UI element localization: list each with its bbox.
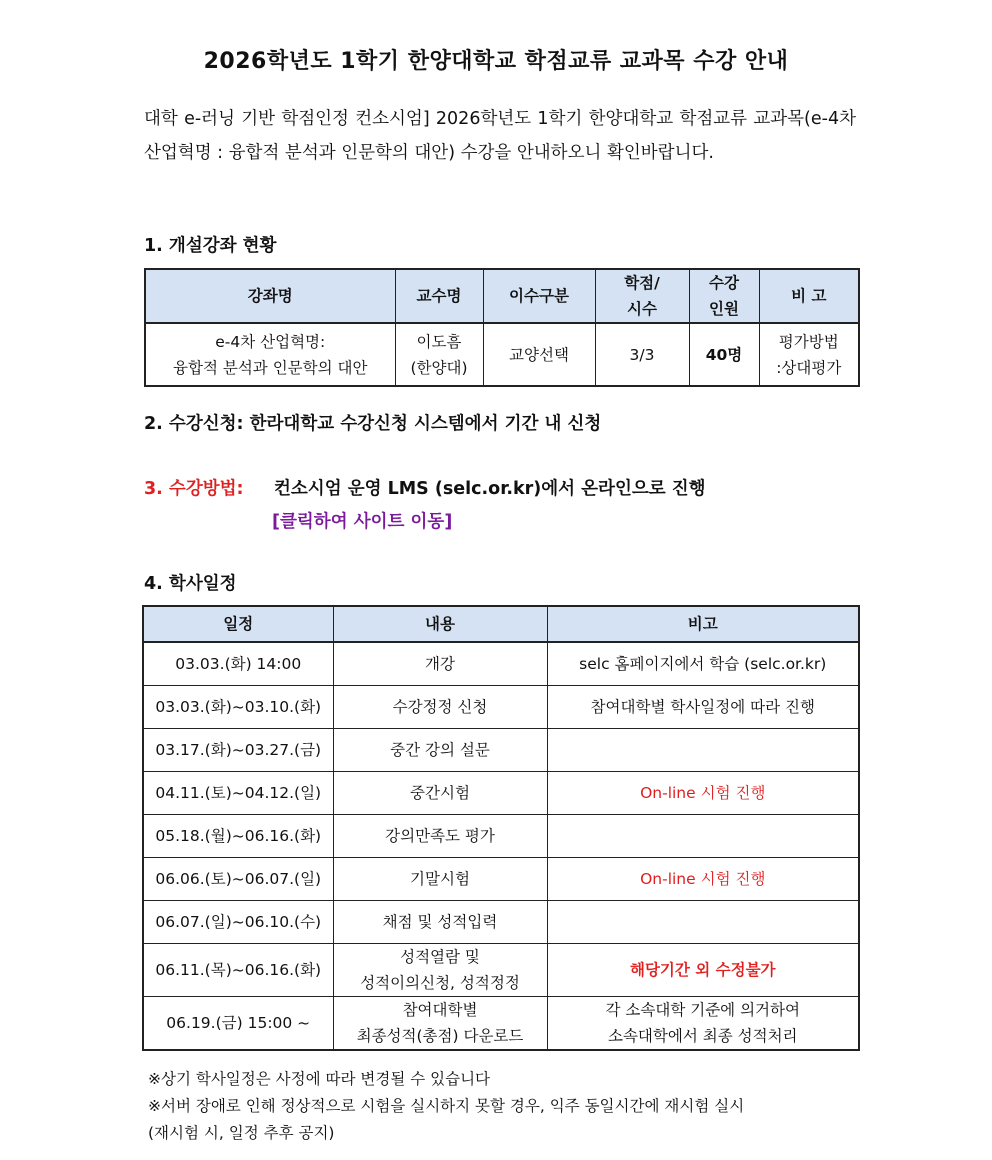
note-cell: 각 소속대학 기준에 의거하여 소속대학에서 최종 성적처리 — [547, 997, 859, 1051]
date-cell: 06.06.(토)~06.07.(일) — [143, 858, 333, 901]
note-cell: On-line 시험 진행 — [547, 772, 859, 815]
content-cell: 강의만족도 평가 — [333, 815, 547, 858]
content-cell: 중간시험 — [333, 772, 547, 815]
course-table-header — [145, 269, 859, 323]
note-cell: 해당기간 외 수정불가 — [547, 944, 859, 997]
section2-heading: 2. 수강신청: 한라대학교 수강신청 시스템에서 기간 내 신청 — [144, 414, 602, 434]
table-row — [143, 772, 859, 815]
notes — [148, 1066, 744, 1147]
header-remarks: 비 고 — [759, 269, 859, 323]
section1-heading: 1. 개설강좌 현황 — [144, 236, 277, 256]
course-type-cell: 교양선택 — [483, 323, 595, 386]
table-row — [143, 686, 859, 729]
section3-body: 컨소시엄 운영 LMS (selc.or.kr)에서 온라인으로 진행 — [274, 479, 706, 499]
date-cell: 03.03.(화) 14:00 — [143, 642, 333, 686]
table-row — [143, 944, 859, 997]
section4-heading: 4. 학사일정 — [144, 574, 237, 594]
date-cell: 06.19.(금) 15:00 ~ — [143, 997, 333, 1051]
table-row — [143, 729, 859, 772]
table-row — [143, 815, 859, 858]
date-cell: 05.18.(월)~06.16.(화) — [143, 815, 333, 858]
table-row — [143, 997, 859, 1051]
date-cell: 03.03.(화)~03.10.(화) — [143, 686, 333, 729]
content-cell: 수강정정 신청 — [333, 686, 547, 729]
note-line: (재시험 시, 일정 추후 공지) — [148, 1124, 335, 1142]
note-cell — [547, 729, 859, 772]
note-cell: selc 홈페이지에서 학습 (selc.or.kr) — [547, 642, 859, 686]
date-cell: 06.11.(목)~06.16.(화) — [143, 944, 333, 997]
site-link[interactable]: [클릭하여 사이트 이동] — [272, 512, 453, 532]
note-line: ※서버 장애로 인해 정상적으로 시험을 실시하지 못할 경우, 익주 동일시간에 재시험 실시 — [148, 1097, 745, 1115]
header-content: 내용 — [333, 606, 547, 642]
content-cell: 참여대학별 최종성적(총점) 다운로드 — [333, 997, 547, 1051]
content-cell: 개강 — [333, 642, 547, 686]
schedule-table — [142, 605, 860, 1051]
table-row — [143, 901, 859, 944]
header-credit-hours: 학점/ 시수 — [595, 269, 689, 323]
professor-cell: 이도흠 (한양대) — [395, 323, 483, 386]
course-table — [144, 268, 860, 387]
table-row — [145, 323, 859, 386]
header-professor: 교수명 — [395, 269, 483, 323]
note-line: ※상기 학사일정은 사정에 따라 변경될 수 있습니다 — [148, 1070, 491, 1088]
note-cell: 참여대학별 학사일정에 따라 진행 — [547, 686, 859, 729]
header-course-name: 강좌명 — [145, 269, 395, 323]
table-row — [143, 858, 859, 901]
section3-number: 3. 수강방법: — [144, 479, 244, 499]
table-row — [143, 642, 859, 686]
header-capacity: 수강 인원 — [689, 269, 759, 323]
page-title: 2026학년도 1학기 한양대학교 학점교류 교과목 수강 안내 — [203, 49, 789, 74]
course-name-cell: e-4차 산업혁명: 융합적 분석과 인문학의 대안 — [145, 323, 395, 386]
credit-cell: 3/3 — [595, 323, 689, 386]
content-cell: 중간 강의 설문 — [333, 729, 547, 772]
intro-paragraph: 대학 e-러닝 기반 학점인정 컨소시엄] 2026학년도 1학기 한양대학교 학점교류 교과목(e-4차 산업혁명 : 융합적 분석과 인문학의 대안) 수강을 안내하오니 확인바랍니다. — [144, 109, 856, 163]
content-cell: 성적열람 및 성적이의신청, 성적정정 — [333, 944, 547, 997]
section3-heading — [144, 475, 706, 500]
note-cell — [547, 815, 859, 858]
date-cell: 06.07.(일)~06.10.(수) — [143, 901, 333, 944]
date-cell: 03.17.(화)~03.27.(금) — [143, 729, 333, 772]
capacity-cell: 40명 — [689, 323, 759, 386]
schedule-table-header — [143, 606, 859, 642]
remarks-cell: 평가방법 :상대평가 — [759, 323, 859, 386]
content-cell: 채점 및 성적입력 — [333, 901, 547, 944]
note-cell: On-line 시험 진행 — [547, 858, 859, 901]
date-cell: 04.11.(토)~04.12.(일) — [143, 772, 333, 815]
header-date: 일정 — [143, 606, 333, 642]
header-course-type: 이수구분 — [483, 269, 595, 323]
note-cell — [547, 901, 859, 944]
header-note: 비고 — [547, 606, 859, 642]
content-cell: 기말시험 — [333, 858, 547, 901]
